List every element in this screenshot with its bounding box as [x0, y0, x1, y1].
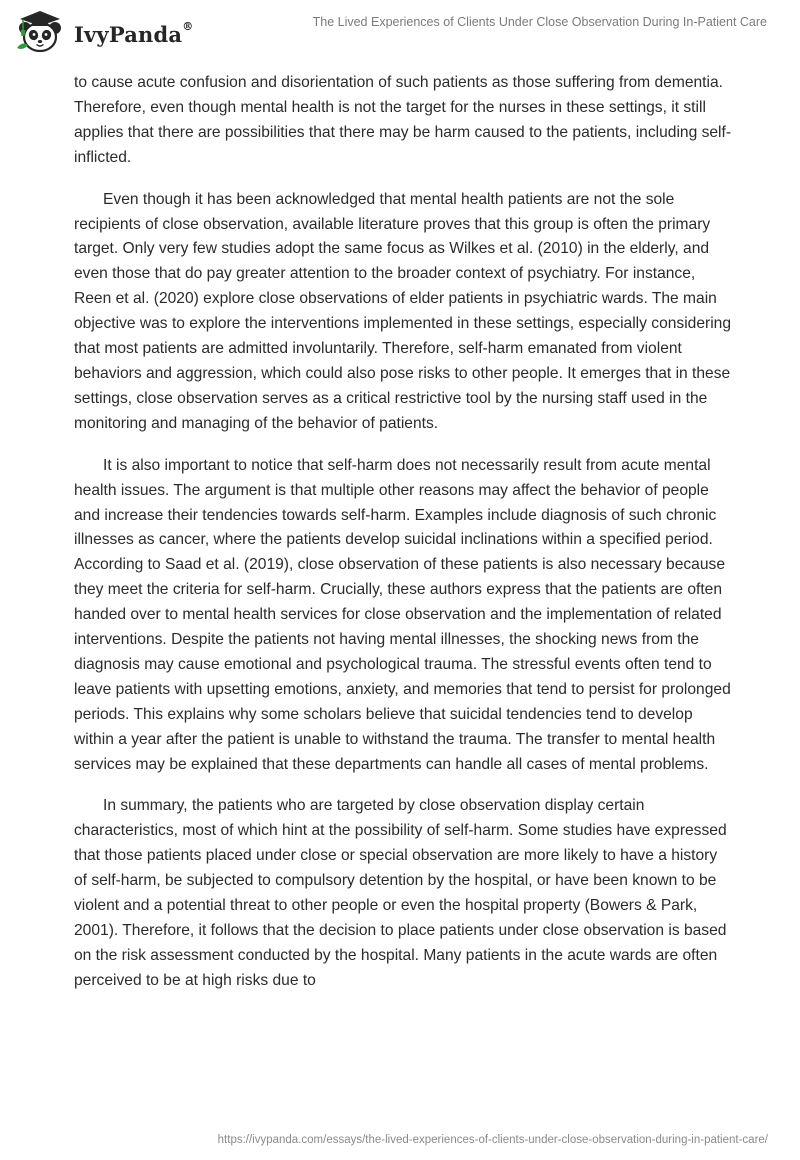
document-title: The Lived Experiences of Clients Under Close Observation During In-Patient Care — [312, 15, 767, 29]
brand-name: IvyPanda® — [74, 19, 194, 47]
paragraph-continuation: to cause acute confusion and disorientation of such patients as those suffering from dementia. Therefore, even though mental health is not the target for the nurses in these settings, it still applies that there are possibilities that there may be harm caused to the patients, including self-inflicted. — [74, 74, 732, 166]
panda-graduate-icon — [14, 8, 66, 56]
paragraph: In summary, the patients who are targeted by close observation display certain characteristics, most of which hint at the possibility of self-harm. Some studies have expressed that those patients placed under close or special observation are more likely to have a history of self-harm, be subjected to compulsory detention by the hospital, or have been known to be violent and a potential threat to other people or even the hospital property (Bowers & Park, 2001). Therefore, it follows that the decision to place patients under close observation is based on the risk assessment conducted by the hospital. Many patients in the acute wards are often perceived to be at high risks due to — [74, 797, 727, 989]
paragraph: It is also important to notice that self-harm does not necessarily result from acute mental health issues. The argument is that multiple other reasons may affect the behavior of people and increase their tendencies towards self-harm. Examples include diagnosis of such chronic illnesses as cancer, where the patients develop suicidal inclinations within a specified period. According to Saad et al. (2019), close observation of these patients is also necessary because they meet the criteria for self-harm. Crucially, these authors express that the patients are often handed over to mental health services for close observation and the implementation of related interventions. Despite the patients not having mental illnesses, the shocking news from the diagnosis may cause emotional and psychological trauma. The stressful events often tend to leave patients with upsetting emotions, anxiety, and memories that tend to persist for prolonged periods. This explains why some scholars believe that suicidal tendencies tend to develop within a year after the patient is unable to withstand the trauma. The transfer to mental health services may be explained that these departments can handle all cases of mental problems. — [74, 456, 731, 773]
source-url-link[interactable]: https://ivypanda.com/essays/the-lived-experiences-of-clients-under-close-observation-during-in-patient-care/ — [217, 1134, 768, 1146]
ivypanda-logo[interactable] — [14, 8, 193, 56]
essay-body — [74, 71, 734, 1011]
page-header — [0, 0, 800, 70]
paragraph: Even though it has been acknowledged that mental health patients are not the sole recipients of close observation, available literature proves that this group is often the primary target. Only very few studies adopt the same focus as Wilkes et al. (2010) in the elderly, and even those that do pay greater attention to the broader context of psychiatry. For instance, Reen et al. (2020) explore close observations of elder patients in psychiatric wards. The main objective was to explore the interventions implemented in these settings, especially considering that most patients are admitted involuntarily. Therefore, self-harm emanated from violent behaviors and aggression, which could also pose risks to other people. It emerges that in these settings, close observation serves as a critical restrictive tool by the nursing staff used in the monitoring and managing of the behavior of patients. — [74, 190, 732, 432]
registered-mark: ® — [182, 19, 194, 33]
